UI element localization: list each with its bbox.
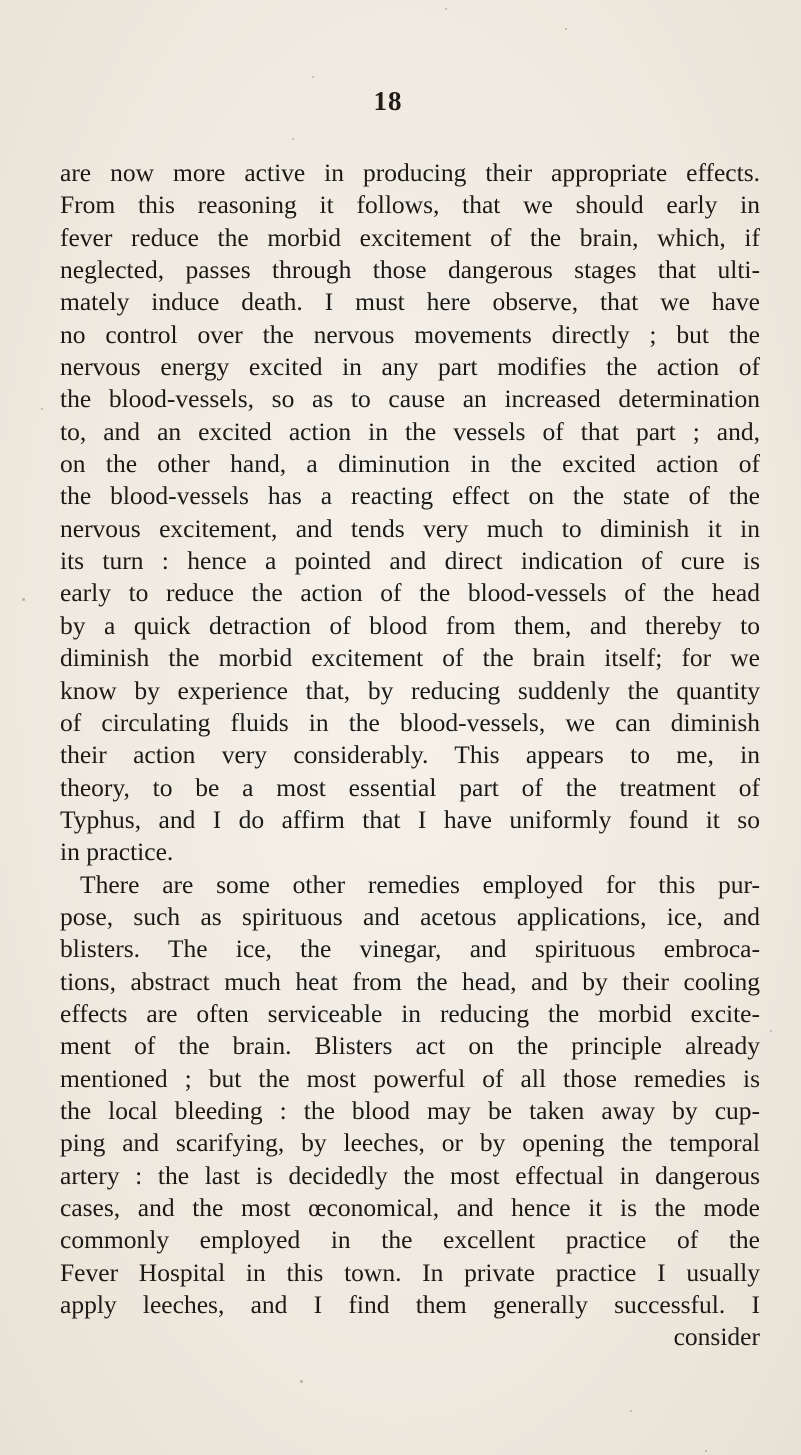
paper-speck <box>41 408 43 410</box>
text-line: theory, to be a most essential part of the treatment of <box>60 772 760 802</box>
text-line: know by experience that, by reducing suddenly the quantity <box>60 675 760 705</box>
text-line: are now more active in producing their appropriate effects. <box>60 158 760 187</box>
text-line: tions, abstract much heat from the head, and by their cooling <box>60 966 760 996</box>
text-line: mentioned ; but the most powerful of all those remedies is <box>60 1063 760 1093</box>
text-line: of circulating fluids in the blood-vessels, we can diminish <box>60 707 760 737</box>
text-line: effects are often serviceable in reducing the morbid excite- <box>60 998 760 1028</box>
paper-speck <box>630 1410 632 1412</box>
text-line: the blood-vessels, so as to cause an increased determination <box>60 384 760 414</box>
text-line: mately induce death. I must here observe, that we have <box>60 287 760 317</box>
paper-speck <box>300 1380 303 1383</box>
text-line: cases, and the most œconomical, and hence it is the mode <box>60 1193 760 1222</box>
paper-speck <box>445 8 447 10</box>
text-line: on the other hand, a diminution in the excited action of <box>60 449 760 479</box>
text-line: the local bleeding : the blood may be taken away by cup- <box>60 1095 760 1125</box>
text-line: pose, such as spirituous and acetous applications, ice, and <box>60 901 760 931</box>
text-line: their action very considerably. This appears to me, in <box>60 740 760 770</box>
paper-speck <box>770 1030 772 1032</box>
text-line: Fever Hospital in this town. In private practice I usually <box>60 1257 760 1287</box>
page-number: 18 <box>373 86 403 116</box>
paper-speck <box>565 28 567 30</box>
catchword: consider <box>673 1322 760 1352</box>
text-line: neglected, passes through those dangerous stages that ulti- <box>60 255 760 285</box>
text-line: apply leeches, and I find them generally successful. I <box>60 1290 760 1320</box>
text-line: to, and an excited action in the vessels of that part ; and, <box>60 416 760 446</box>
text-line: fever reduce the morbid excitement of the brain, which, if <box>60 222 760 252</box>
text-line: ping and scarifying, by leeches, or by opening the temporal <box>60 1128 760 1158</box>
paper-speck <box>22 598 25 601</box>
paper-speck <box>312 76 314 78</box>
text-line: ment of the brain. Blisters act on the principle already <box>60 1031 760 1061</box>
text-line: There are some other remedies employed for this pur- <box>80 869 760 899</box>
text-line: From this reasoning it follows, that we should early in <box>60 190 760 220</box>
body-text <box>60 157 760 1354</box>
text-line: diminish the morbid excitement of the brain itself; for we <box>60 643 760 673</box>
text-line: by a quick detraction of blood from them, and thereby to <box>60 610 760 640</box>
text-line: the blood-vessels has a reacting effect on the state of the <box>60 481 760 511</box>
text-line: no control over the nervous movements directly ; but the <box>60 319 760 349</box>
text-line: artery : the last is decidedly the most effectual in dangerous <box>60 1160 760 1190</box>
text-line: commonly employed in the excellent practice of the <box>60 1225 760 1255</box>
text-line: blisters. The ice, the vinegar, and spirituous embroca- <box>60 934 760 964</box>
paper-speck <box>705 1450 707 1452</box>
paper-speck <box>292 138 294 140</box>
text-line: nervous energy excited in any part modifies the action of <box>60 352 760 382</box>
text-line: Typhus, and I do affirm that I have uniformly found it so <box>60 804 760 834</box>
text-line: in practice. <box>60 837 174 867</box>
text-line: early to reduce the action of the blood-vessels of the head <box>60 578 760 608</box>
text-line: nervous excitement, and tends very much to diminish it in <box>60 513 760 543</box>
text-line: its turn : hence a pointed and direct indication of cure is <box>60 546 760 576</box>
